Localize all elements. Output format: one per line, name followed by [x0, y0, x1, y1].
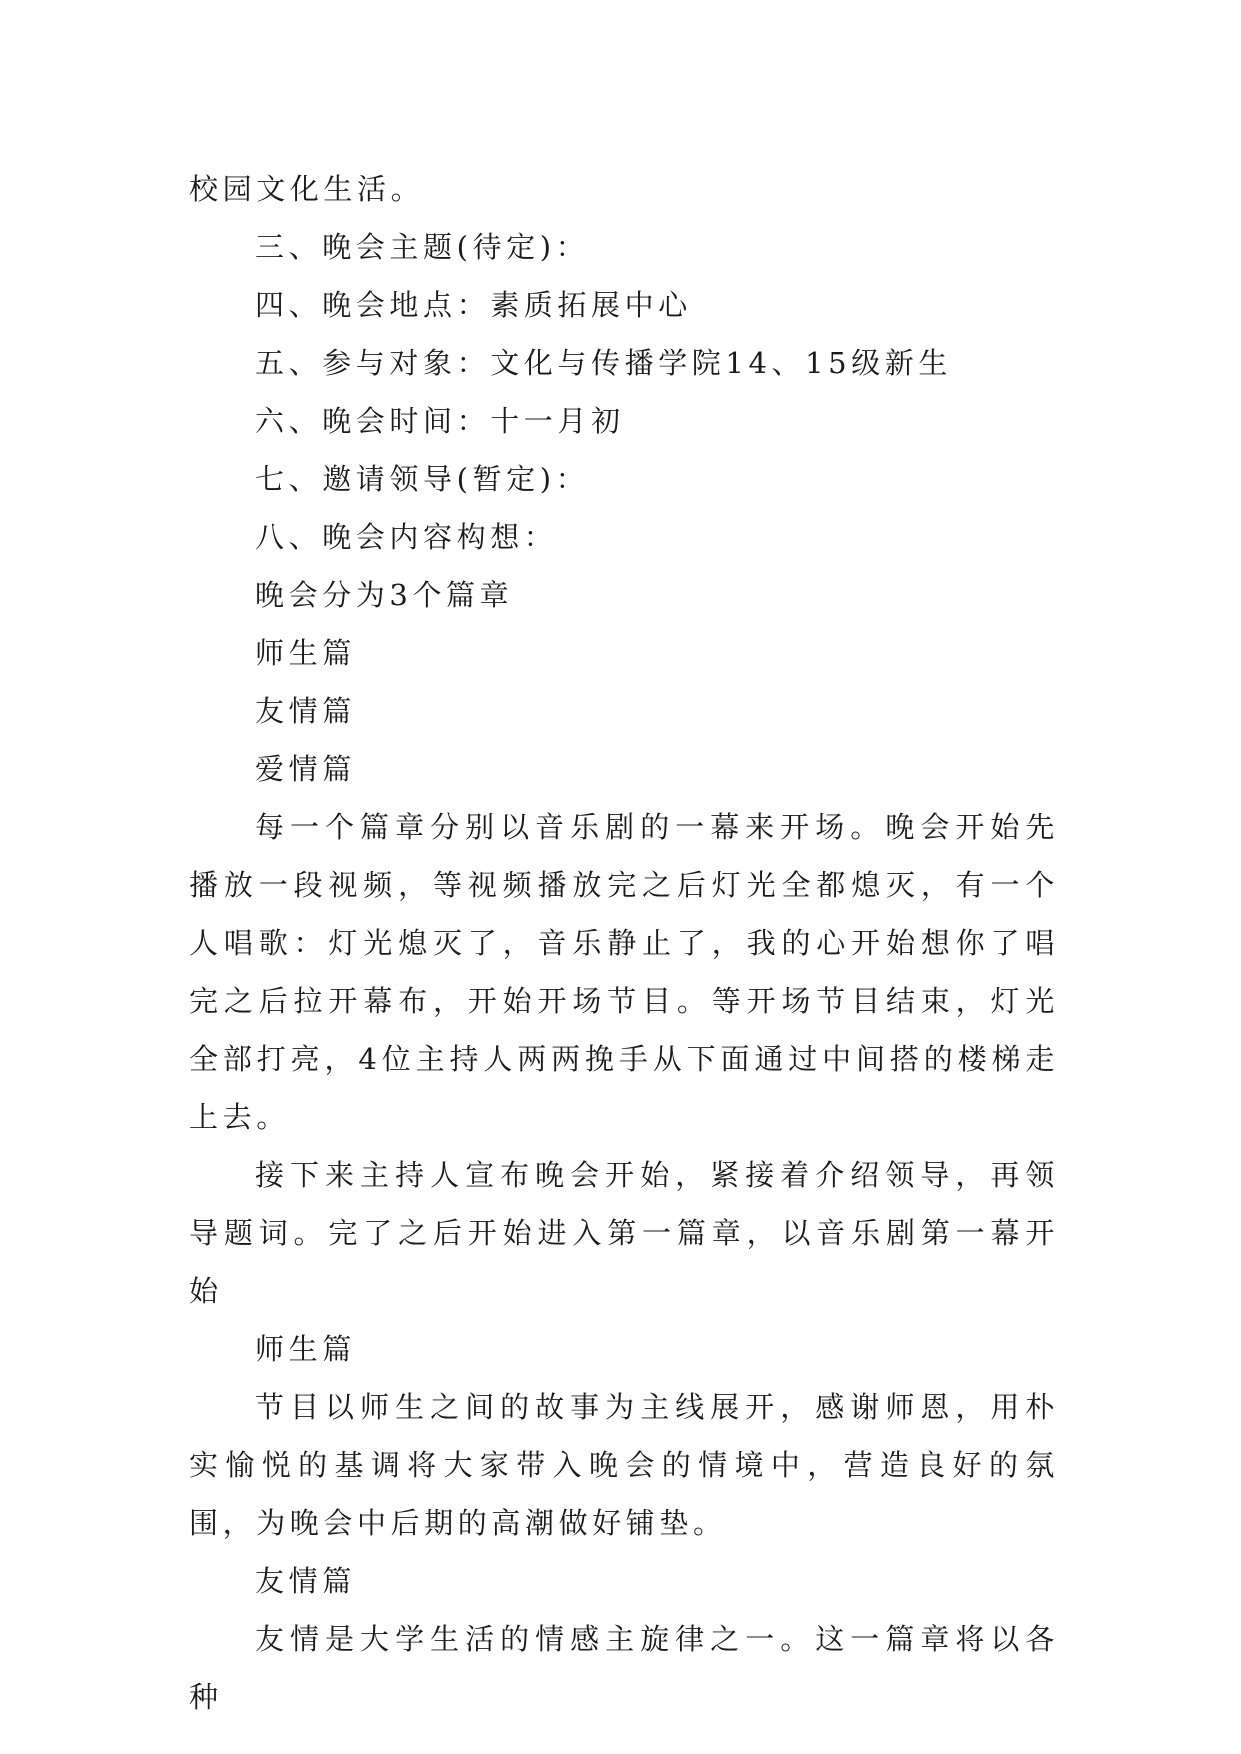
chapter-love: 爱情篇 — [255, 752, 356, 786]
section-venue: 四、晚会地点：素质拓展中心 — [255, 288, 692, 322]
opening-description: 每一个篇章分别以音乐剧的一幕来开场。晚会开始先播放一段视频，等视频播放完之后灯光全都熄灭，有一个人唱歌：灯光熄灭了，音乐静止了，我的心开始想你了唱完之后拉开幕布，开始开场节目。等开场节目结束，灯光全部打亮，4位主持人两两挽手从下面通过中间搭的楼梯走上去。 — [189, 810, 1059, 1134]
section-theme: 三、晚会主题(待定)： — [255, 230, 590, 264]
chapter-heading-friendship: 友情篇 — [255, 1564, 356, 1598]
friendship-description: 友情是大学生活的情感主旋律之一。这一篇章将以各种 — [189, 1622, 1059, 1714]
section-participants: 五、参与对象：文化与传播学院14、15级新生 — [255, 346, 953, 380]
section-time: 六、晚会时间：十一月初 — [255, 404, 625, 438]
chapter-heading-teacher-student: 师生篇 — [255, 1332, 356, 1366]
host-announcement: 接下来主持人宣布晚会开始，紧接着介绍领导，再领导题词。完了之后开始进入第一篇章，以音乐剧第一幕开始 — [189, 1158, 1059, 1308]
paragraph-continuation: 校园文化生活。 — [189, 172, 425, 206]
teacher-student-description: 节目以师生之间的故事为主线展开，感谢师恩，用朴实愉悦的基调将大家带入晚会的情境中，营造良好的氛围，为晚会中后期的高潮做好铺垫。 — [189, 1390, 1059, 1540]
section-content-concept: 八、晚会内容构想： — [255, 520, 558, 554]
chapters-intro: 晚会分为3个篇章 — [255, 578, 514, 612]
chapter-friendship: 友情篇 — [255, 694, 356, 728]
chapter-teacher-student: 师生篇 — [255, 636, 356, 670]
document-body — [189, 160, 1059, 1726]
section-invited-leaders: 七、邀请领导(暂定)： — [255, 462, 590, 496]
